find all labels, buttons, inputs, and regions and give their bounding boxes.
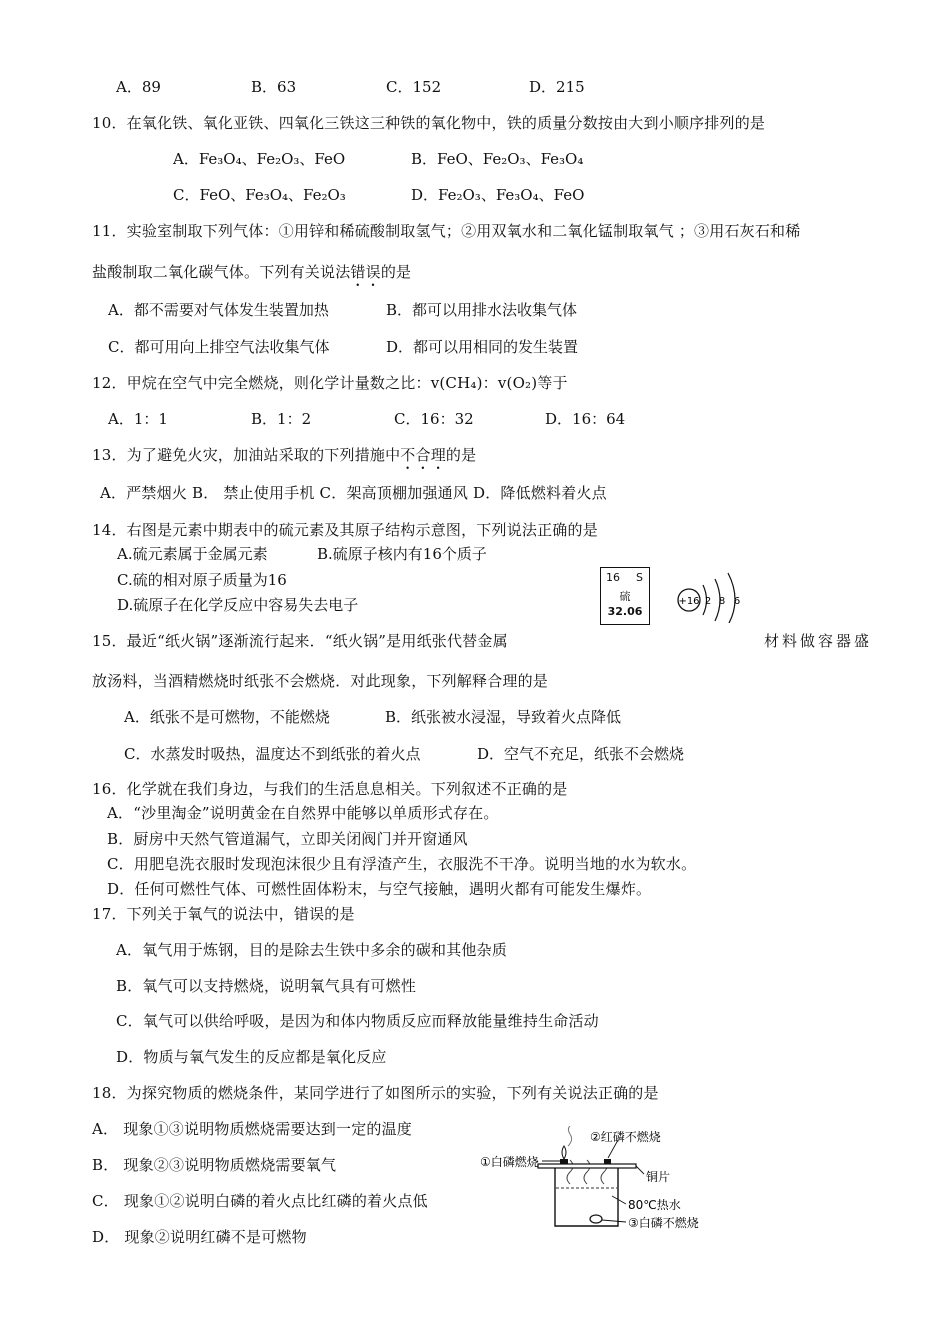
q9-option-d: D．215 (529, 78, 585, 96)
q11-option-d: D．都可以用相同的发生装置 (386, 338, 579, 356)
q10-option-d: D．Fe₂O₃、Fe₃O₄、FeO (411, 186, 585, 204)
flame-icon (562, 1146, 566, 1159)
label-hot-water: 80℃热水 (628, 1198, 681, 1212)
red-phosphorus-on-sheet (604, 1159, 611, 1164)
q16-option-c: C．用肥皂洗衣服时发现泡沫很少且有浮渣产生，衣服洗不干净。说明当地的水为软水。 (107, 855, 697, 873)
q17-option-d: D．物质与氧气发生的反应都是氧化反应 (116, 1048, 387, 1066)
q17-option-a: A．氧气用于炼钢，目的是除去生铁中多余的碳和其他杂质 (116, 941, 508, 959)
q10-option-b: B．FeO、Fe₂O₃、Fe₃O₄ (411, 150, 584, 168)
label-copper-sheet: 铜片 (646, 1170, 671, 1184)
q18-option-b: B． 现象②③说明物质燃烧需要氧气 (92, 1156, 337, 1174)
q10-stem: 10．在氧化铁、氧化亚铁、四氧化三铁这三种铁的氧化物中，铁的质量分数按由大到小顺序排列的是 (92, 114, 766, 132)
q16-option-d: D．任何可燃性气体、可燃性固体粉末，与空气接触，遇明火都有可能发生爆炸。 (107, 880, 652, 898)
q15-option-c: C．水蒸发时吸热，温度达不到纸张的着火点 (124, 745, 421, 763)
copper-sheet (538, 1164, 636, 1168)
q13-stem-emphasis: 不合理 (400, 446, 446, 464)
q16-stem: 16．化学就在我们身边，与我们的生活息息相关。下列叙述不正确的是 (92, 780, 568, 798)
q15-option-b: B．纸张被水浸湿，导致着火点降低 (385, 708, 622, 726)
white-phosphorus-under-water (590, 1215, 602, 1223)
q13-options: A．严禁烟火 B． 禁止使用手机 C．架高顶棚加强通风 D．降低燃料着火点 (100, 484, 607, 502)
q16-option-a: A．“沙里淘金”说明黄金在自然界中能够以单质形式存在。 (107, 804, 499, 822)
q14-option-c: C.硫的相对原子质量为16 (117, 571, 287, 589)
q14-option-d: D.硫原子在化学反应中容易失去电子 (117, 596, 359, 614)
q11-option-b: B．都可以用排水法收集气体 (386, 301, 578, 319)
q15-stem-line2: 放汤料，当酒精燃烧时纸张不会燃烧．对此现象，下列解释合理的是 (92, 672, 549, 690)
element-mass: 32.06 (607, 605, 643, 618)
label-red-phosphorus: ②红磷不燃烧 (590, 1130, 661, 1144)
q15-stem-line1-right: 材料做容器盛 (764, 632, 873, 650)
q13-stem (92, 445, 476, 473)
element-symbol: S (636, 571, 643, 584)
leader-line-3 (602, 1220, 626, 1222)
shell-electrons-3: 6 (733, 596, 741, 607)
sulfur-atom-diagram (670, 567, 760, 623)
smoke-icon (568, 1126, 572, 1146)
label-white-phosphorus-underwater: ③白磷不燃烧 (628, 1216, 699, 1230)
shell-electrons-1: 2 (704, 596, 712, 607)
nucleus-label: +16 (678, 596, 700, 607)
q14-option-a: A.硫元素属于金属元素 (117, 545, 268, 563)
q10-option-c: C．FeO、Fe₃O₄、Fe₂O₃ (173, 186, 346, 204)
q18-option-c: C． 现象①②说明白磷的着火点比红磷的着火点低 (92, 1192, 428, 1210)
q13-stem-post: 的是 (445, 446, 477, 464)
q11-option-c: C．都可用向上排空气法收集气体 (108, 338, 330, 356)
q9-option-c: C．152 (386, 78, 442, 96)
q13-stem-pre: 13．为了避免火灾，加油站采取的下列措施中 (92, 446, 401, 464)
q17-option-b: B．氧气可以支持燃烧，说明氧气具有可燃性 (116, 977, 417, 995)
q14-stem: 14．右图是元素中期表中的硫元素及其原子结构示意图，下列说法正确的是 (92, 521, 598, 539)
sulfur-element-tile (600, 567, 650, 625)
q12-option-c: C．16：32 (394, 410, 474, 428)
q11-stem-post: 的是 (380, 263, 412, 281)
q11-stem-pre: 盐酸制取二氧化碳气体。下列有关说法 (92, 263, 351, 281)
q11-stem-line2 (92, 262, 411, 290)
q12-option-d: D．16：64 (545, 410, 626, 428)
q15-option-d: D．空气不充足，纸张不会燃烧 (477, 745, 685, 763)
q11-stem-emphasis: 错误 (350, 263, 381, 281)
combustion-experiment-diagram (480, 1126, 730, 1230)
q16-option-b: B．厨房中天然气管道漏气，立即关闭阀门并开窗通风 (107, 830, 468, 848)
q12-option-a: A．1：1 (108, 410, 168, 428)
leader-line-copper (636, 1166, 644, 1174)
q9-option-b: B．63 (251, 78, 297, 96)
white-phosphorus-on-sheet (560, 1159, 568, 1164)
q17-stem: 17．下列关于氧气的说法中，错误的是 (92, 905, 355, 923)
q18-option-d: D． 现象②说明红磷不是可燃物 (92, 1228, 307, 1246)
q11-stem-line1: 11．实验室制取下列气体：①用锌和稀硫酸制取氢气；②用双氧水和二氧化锰制取氧气 ；③用石灰石和稀 (92, 222, 801, 240)
element-number: 16 (606, 571, 620, 584)
q18-stem: 18．为探究物质的燃烧条件，某同学进行了如图所示的实验，下列有关说法正确的是 (92, 1084, 659, 1102)
q9-option-a: A．89 (116, 78, 161, 96)
shell-electrons-2: 8 (718, 596, 726, 607)
label-white-phosphorus-burning: ①白磷燃烧 (480, 1155, 539, 1169)
q14-option-b: B.硫原子核内有16个质子 (317, 545, 487, 563)
q15-option-a: A．纸张不是可燃物，不能燃烧 (124, 708, 330, 726)
q12-option-b: B．1：2 (251, 410, 312, 428)
q10-option-a: A．Fe₃O₄、Fe₂O₃、FeO (173, 150, 346, 168)
beaker-outline (555, 1168, 618, 1226)
q17-option-c: C．氧气可以供给呼吸，是因为和体内物质反应而释放能量维持生命活动 (116, 1012, 599, 1030)
q12-stem: 12．甲烷在空气中完全燃烧，则化学计量数之比：v(CH₄)：v(O₂)等于 (92, 374, 568, 392)
q15-stem-line1-left: 15．最近“纸火锅”逐渐流行起来．“纸火锅”是用纸张代替金属 (92, 632, 508, 650)
element-name: 硫 (619, 590, 631, 603)
q11-option-a: A．都不需要对气体发生装置加热 (108, 301, 329, 319)
leader-line-water (612, 1196, 626, 1204)
q18-option-a: A． 现象①③说明物质燃烧需要达到一定的温度 (92, 1120, 413, 1138)
